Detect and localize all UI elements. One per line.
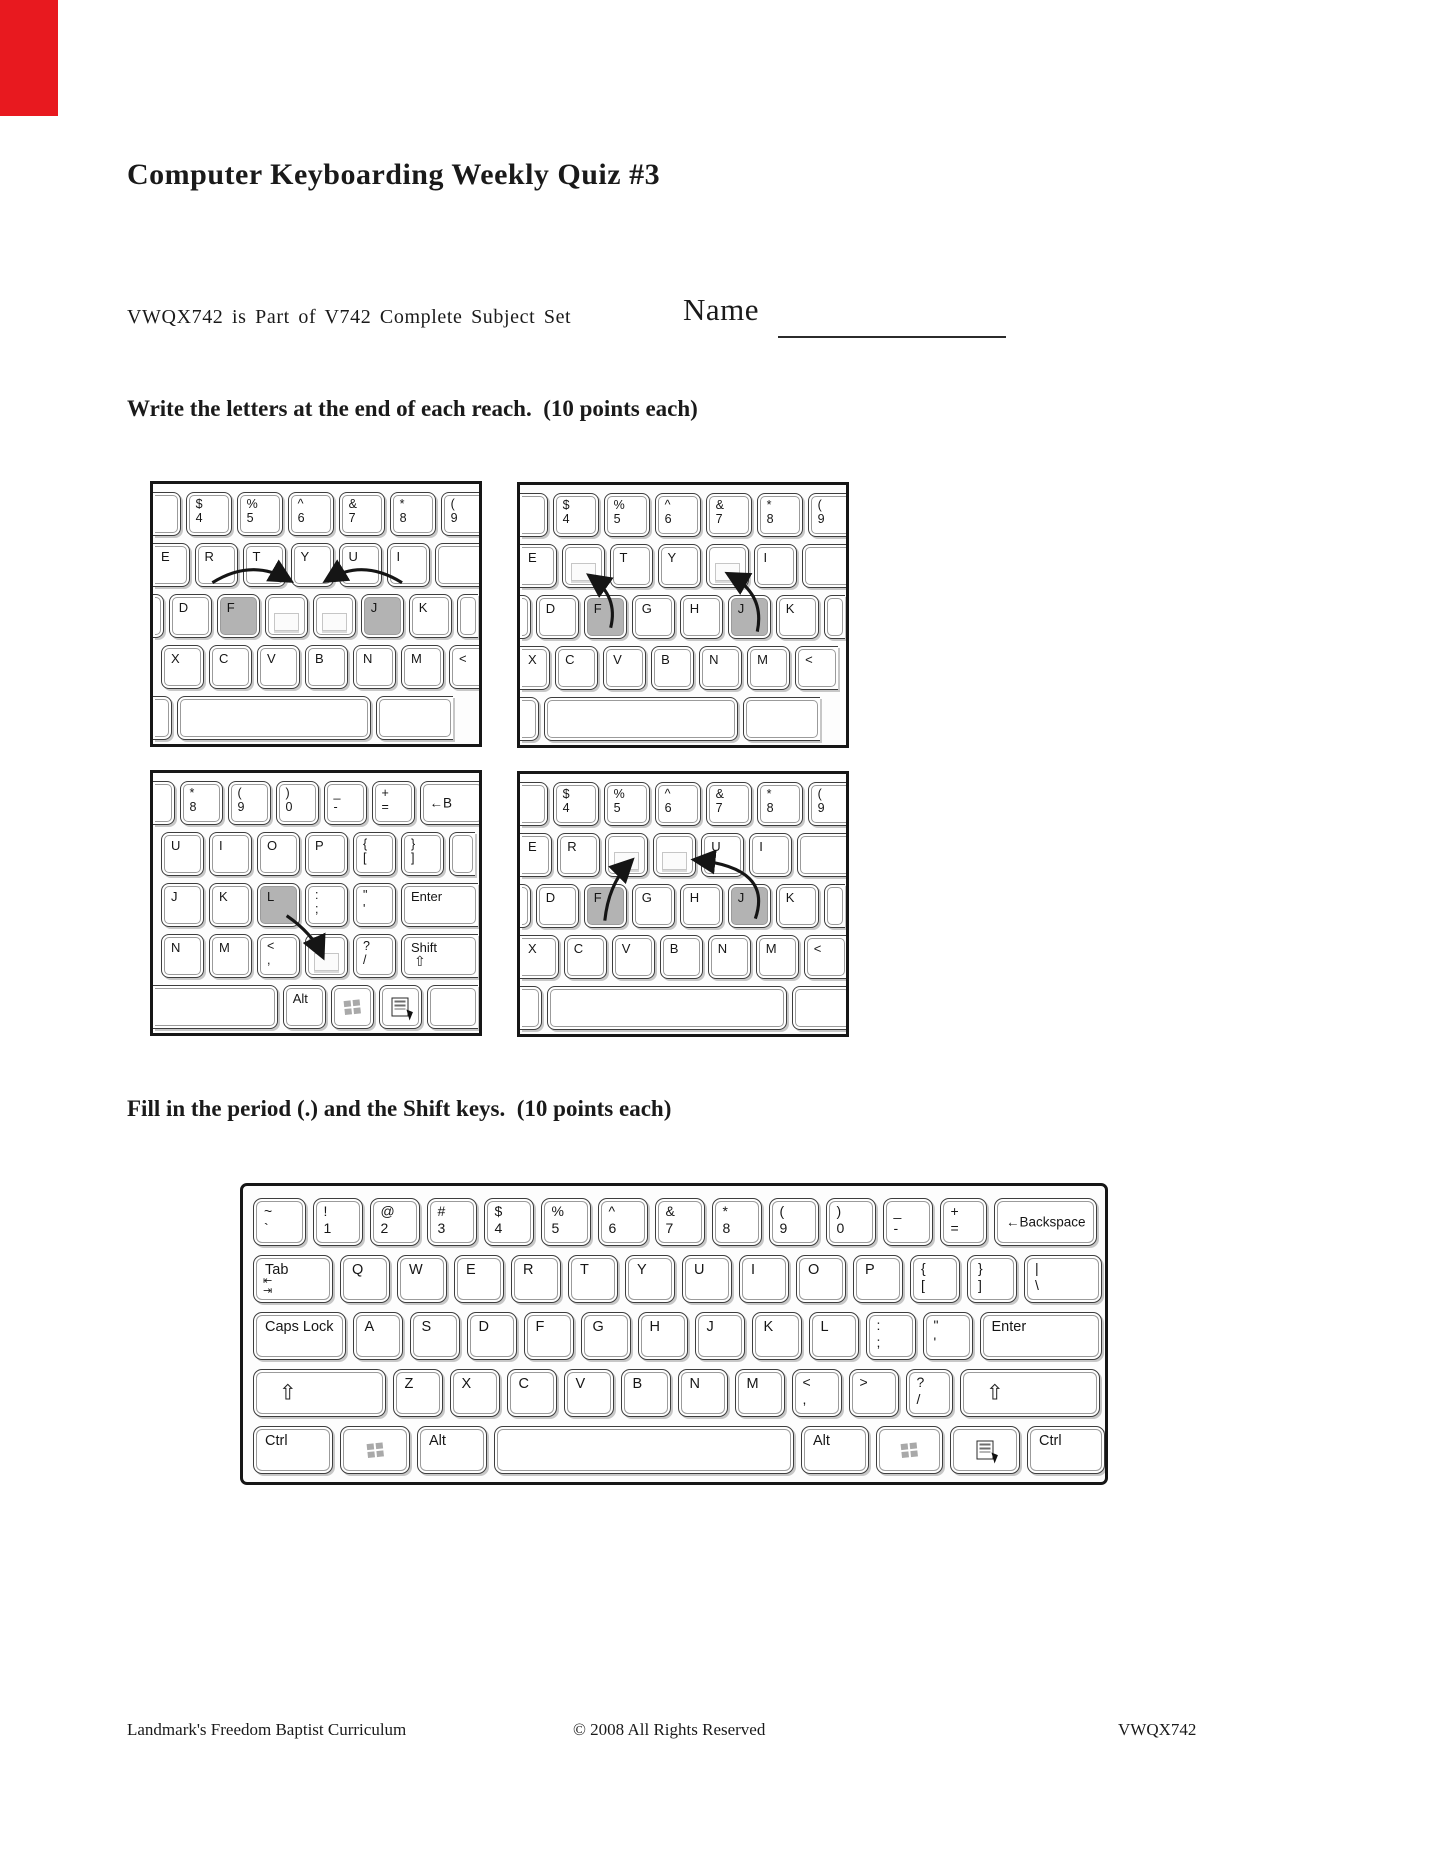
key-A: A — [353, 1312, 403, 1360]
key-?-/: ? / — [906, 1369, 954, 1417]
key-partial — [153, 781, 175, 825]
key-&-7: & 7 — [706, 782, 752, 826]
key-(-9: ( 9 — [228, 781, 271, 825]
key-J: J — [728, 884, 771, 928]
key-:-;: : ; — [866, 1312, 916, 1360]
key-B: B — [660, 935, 703, 979]
key-M: M — [735, 1369, 785, 1417]
key-partial — [802, 544, 849, 588]
keyboard-diagram-3 — [150, 770, 482, 1036]
key-M: M — [401, 645, 444, 689]
key-row — [153, 832, 479, 878]
key-J: J — [161, 883, 204, 927]
key-row — [520, 544, 846, 590]
key-P: P — [305, 832, 348, 876]
key-row — [243, 1426, 1105, 1476]
key-partial — [520, 986, 542, 1030]
key-{-[: { [ — [353, 832, 396, 876]
key-partial — [457, 594, 479, 638]
key-blank-fill-in — [706, 544, 749, 588]
key-C: C — [209, 645, 252, 689]
key-Shift: Shift ⇧ — [401, 934, 478, 978]
key-K: K — [776, 595, 819, 639]
key-$-4: $ 4 — [553, 493, 599, 537]
key-X: X — [520, 935, 559, 979]
key-{-[: { [ — [910, 1255, 960, 1303]
key-*-8: * 8 — [757, 493, 803, 537]
key-N: N — [678, 1369, 728, 1417]
key-X: X — [450, 1369, 500, 1417]
key-E: E — [454, 1255, 504, 1303]
key-^-6: ^ 6 — [288, 492, 334, 536]
key-Q: Q — [340, 1255, 390, 1303]
key-T: T — [610, 544, 653, 588]
key-+-=: + = — [940, 1198, 988, 1246]
key-V: V — [603, 646, 646, 690]
key-row — [153, 594, 479, 640]
key-N: N — [353, 645, 396, 689]
key-~-`: ~ ` — [253, 1198, 306, 1246]
key-U: U — [161, 832, 204, 876]
key-Tab: Tab ⇤ ⇥ — [253, 1255, 333, 1303]
key-partial — [960, 1369, 1100, 1417]
key-X: X — [520, 646, 550, 690]
key-H: H — [680, 884, 723, 928]
key-row — [243, 1312, 1105, 1362]
key-partial — [824, 884, 846, 928]
key-E: E — [520, 833, 552, 877]
key-M: M — [747, 646, 790, 690]
key-blank-fill-in — [562, 544, 605, 588]
footer-code: VWQX742 — [1118, 1720, 1197, 1739]
key-Enter: Enter — [980, 1312, 1103, 1360]
key-X: X — [161, 645, 204, 689]
key-@-2: @ 2 — [370, 1198, 420, 1246]
key-spacebar — [177, 696, 371, 740]
key-B: B — [651, 646, 694, 690]
key-_--: _ - — [324, 781, 367, 825]
key-G: G — [632, 595, 675, 639]
key-G: G — [581, 1312, 631, 1360]
key-I: I — [754, 544, 797, 588]
key-$-4: $ 4 — [186, 492, 232, 536]
key-M: M — [756, 935, 799, 979]
key-blank-fill-in — [605, 833, 648, 877]
key-L: L — [257, 883, 300, 927]
footer-copyright: © 2008 All Rights Reserved — [573, 1720, 766, 1739]
key-F: F — [217, 594, 260, 638]
name-label: Name — [683, 292, 760, 327]
menu-key-icon — [977, 1441, 994, 1460]
key-C: C — [507, 1369, 557, 1417]
key-I: I — [749, 833, 792, 877]
key-*-8: * 8 — [180, 781, 223, 825]
windows-logo-icon — [344, 999, 361, 1014]
key-U: U — [701, 833, 744, 877]
key-D: D — [169, 594, 212, 638]
key-"-': " ' — [923, 1312, 973, 1360]
key-}-]: } ] — [967, 1255, 1017, 1303]
key-&-7: & 7 — [706, 493, 752, 537]
key-Alt: Alt — [283, 985, 326, 1029]
key->-blank: > — [849, 1369, 899, 1417]
key-partial — [331, 985, 374, 1029]
key-%-5: % 5 — [604, 782, 650, 826]
key-<: < — [804, 935, 847, 979]
key-spacebar — [153, 985, 278, 1029]
key-partial — [520, 697, 539, 741]
key-%-5: % 5 — [604, 493, 650, 537]
key-|-\: | \ — [1024, 1255, 1102, 1303]
key-%-5: % 5 — [541, 1198, 591, 1246]
key-partial — [520, 884, 531, 928]
key-partial — [379, 985, 422, 1029]
key-*-8: * 8 — [712, 1198, 762, 1246]
key-U: U — [339, 543, 382, 587]
key-)-0: ) 0 — [826, 1198, 876, 1246]
key-#-3: # 3 — [427, 1198, 477, 1246]
key-row — [520, 782, 846, 828]
key-O: O — [257, 832, 300, 876]
key-D: D — [536, 884, 579, 928]
key-<: < — [795, 646, 838, 690]
key-H: H — [638, 1312, 688, 1360]
key-^-6: ^ 6 — [598, 1198, 648, 1246]
key-row — [153, 543, 479, 589]
key-J: J — [695, 1312, 745, 1360]
key-$-4: $ 4 — [553, 782, 599, 826]
key-(-9: ( 9 — [808, 493, 849, 537]
key-J: J — [728, 595, 771, 639]
key-&-7: & 7 — [655, 1198, 705, 1246]
key-F: F — [524, 1312, 574, 1360]
key-I: I — [739, 1255, 789, 1303]
key-spacebar — [494, 1426, 794, 1474]
key-row — [520, 935, 846, 981]
key-R: R — [557, 833, 600, 877]
key-_--: _ - — [883, 1198, 933, 1246]
key-blank-fill-in — [653, 833, 696, 877]
windows-logo-icon — [901, 1442, 918, 1457]
key-T: T — [568, 1255, 618, 1303]
key-^-6: ^ 6 — [655, 782, 701, 826]
shift-up-arrow-icon: ⇧ — [414, 953, 426, 969]
section2-heading: Fill in the period (.) and the Shift keys. (10 points each) — [127, 1096, 672, 1121]
key-<-,: < , — [792, 1369, 842, 1417]
key-Ctrl: Ctrl — [253, 1426, 333, 1474]
key-row — [520, 646, 846, 692]
key-&-7: & 7 — [339, 492, 385, 536]
key-D: D — [467, 1312, 517, 1360]
key-W: W — [397, 1255, 447, 1303]
key-N: N — [161, 934, 204, 978]
key-B: B — [621, 1369, 671, 1417]
key-M: M — [209, 934, 252, 978]
key-partial — [253, 1369, 386, 1417]
key-P: P — [853, 1255, 903, 1303]
key-C: C — [555, 646, 598, 690]
key-Enter: Enter — [401, 883, 478, 927]
key-Y: Y — [658, 544, 701, 588]
full-keyboard-diagram — [240, 1183, 1108, 1485]
scan-red-corner-mark — [0, 0, 58, 116]
key-$-4: $ 4 — [484, 1198, 534, 1246]
key-V: V — [257, 645, 300, 689]
key-<-,: < , — [257, 934, 300, 978]
key-K: K — [752, 1312, 802, 1360]
key-O: O — [796, 1255, 846, 1303]
key-E: E — [153, 543, 190, 587]
key-partial — [376, 696, 453, 740]
key-U: U — [682, 1255, 732, 1303]
key-*-8: * 8 — [757, 782, 803, 826]
key-I: I — [387, 543, 430, 587]
key-row — [153, 696, 479, 742]
key-partial — [153, 696, 172, 740]
keyboard-diagram-1 — [150, 481, 482, 747]
footer-publisher: Landmark's Freedom Baptist Curriculum — [127, 1720, 407, 1739]
key-Y: Y — [291, 543, 334, 587]
key-row — [243, 1255, 1105, 1305]
key-row — [153, 883, 479, 929]
key-blank-fill-in — [305, 934, 348, 978]
subject-set-subtitle: VWQX742 is Part of V742 Complete Subject Set — [127, 306, 572, 328]
menu-key-icon — [392, 998, 409, 1017]
key-blank-fill-in — [313, 594, 356, 638]
key-spacebar — [547, 986, 788, 1030]
key-row — [243, 1198, 1105, 1248]
key-partial — [520, 493, 548, 537]
key-row — [153, 645, 479, 691]
key-row — [520, 986, 846, 1032]
key-partial — [520, 595, 531, 639]
key-partial — [449, 832, 475, 876]
key-Alt: Alt — [417, 1426, 487, 1474]
key-row — [520, 595, 846, 641]
key-(-9: ( 9 — [769, 1198, 819, 1246]
shift-up-arrow-icon: ⇧ — [279, 1381, 297, 1405]
key-)-0: ) 0 — [276, 781, 319, 825]
key-row — [243, 1369, 1105, 1419]
key-partial — [435, 543, 482, 587]
key-I: I — [209, 832, 252, 876]
key-}-]: } ] — [401, 832, 444, 876]
key-<: < — [449, 645, 482, 689]
key-partial — [427, 985, 479, 1029]
key-partial — [153, 594, 164, 638]
key-V: V — [564, 1369, 614, 1417]
key-G: G — [632, 884, 675, 928]
key-row — [153, 492, 479, 538]
key-S: S — [410, 1312, 460, 1360]
key-blank-fill-in — [265, 594, 308, 638]
key-*-8: * 8 — [390, 492, 436, 536]
key-←Backspace: ←Backspace — [994, 1198, 1097, 1246]
tab-arrows-icon: ⇤ ⇥ — [263, 1275, 273, 1297]
key-Z: Z — [393, 1369, 443, 1417]
key-row — [153, 985, 479, 1031]
key-partial — [743, 697, 820, 741]
key-partial — [153, 492, 181, 536]
key-←B: ←B — [420, 781, 483, 825]
keyboard-diagram-4 — [517, 771, 849, 1037]
key-N: N — [699, 646, 742, 690]
windows-logo-icon — [367, 1442, 384, 1457]
key-Y: Y — [625, 1255, 675, 1303]
key-%-5: % 5 — [237, 492, 283, 536]
key-B: B — [305, 645, 348, 689]
key-partial — [340, 1426, 410, 1474]
key-L: L — [809, 1312, 859, 1360]
key-partial — [520, 782, 548, 826]
shift-up-arrow-icon: ⇧ — [986, 1381, 1004, 1405]
key-spacebar — [544, 697, 738, 741]
key-K: K — [776, 884, 819, 928]
key-T: T — [243, 543, 286, 587]
key-(-9: ( 9 — [441, 492, 482, 536]
key-row — [520, 697, 846, 743]
section1-heading: Write the letters at the end of each reach. (10 points each) — [127, 396, 698, 421]
key-partial — [876, 1426, 944, 1474]
name-blank-line — [778, 336, 1006, 338]
key-Ctrl: Ctrl — [1027, 1426, 1105, 1474]
key-F: F — [584, 884, 627, 928]
key-J: J — [361, 594, 404, 638]
key-V: V — [612, 935, 655, 979]
key-Alt: Alt — [801, 1426, 869, 1474]
key-:-;: : ; — [305, 883, 348, 927]
key-row — [520, 833, 846, 879]
key-D: D — [536, 595, 579, 639]
key-partial — [797, 833, 849, 877]
key-K: K — [409, 594, 452, 638]
key-N: N — [708, 935, 751, 979]
key-row — [153, 781, 479, 827]
key-partial — [824, 595, 846, 639]
key-C: C — [564, 935, 607, 979]
key-row — [520, 884, 846, 930]
key-^-6: ^ 6 — [655, 493, 701, 537]
page-title: Computer Keyboarding Weekly Quiz #3 — [127, 158, 661, 191]
key-E: E — [520, 544, 557, 588]
key-K: K — [209, 883, 252, 927]
key-R: R — [511, 1255, 561, 1303]
key-(-9: ( 9 — [808, 782, 849, 826]
key-"-': " ' — [353, 883, 396, 927]
key-?-/: ? / — [353, 934, 396, 978]
key-partial — [792, 986, 849, 1030]
key-+-=: + = — [372, 781, 415, 825]
key-F: F — [584, 595, 627, 639]
key-R: R — [195, 543, 238, 587]
key-!-1: ! 1 — [313, 1198, 363, 1246]
key-H: H — [680, 595, 723, 639]
key-Caps Lock: Caps Lock — [253, 1312, 346, 1360]
key-partial — [950, 1426, 1020, 1474]
key-row — [520, 493, 846, 539]
key-row — [153, 934, 479, 980]
keyboard-diagram-2 — [517, 482, 849, 748]
